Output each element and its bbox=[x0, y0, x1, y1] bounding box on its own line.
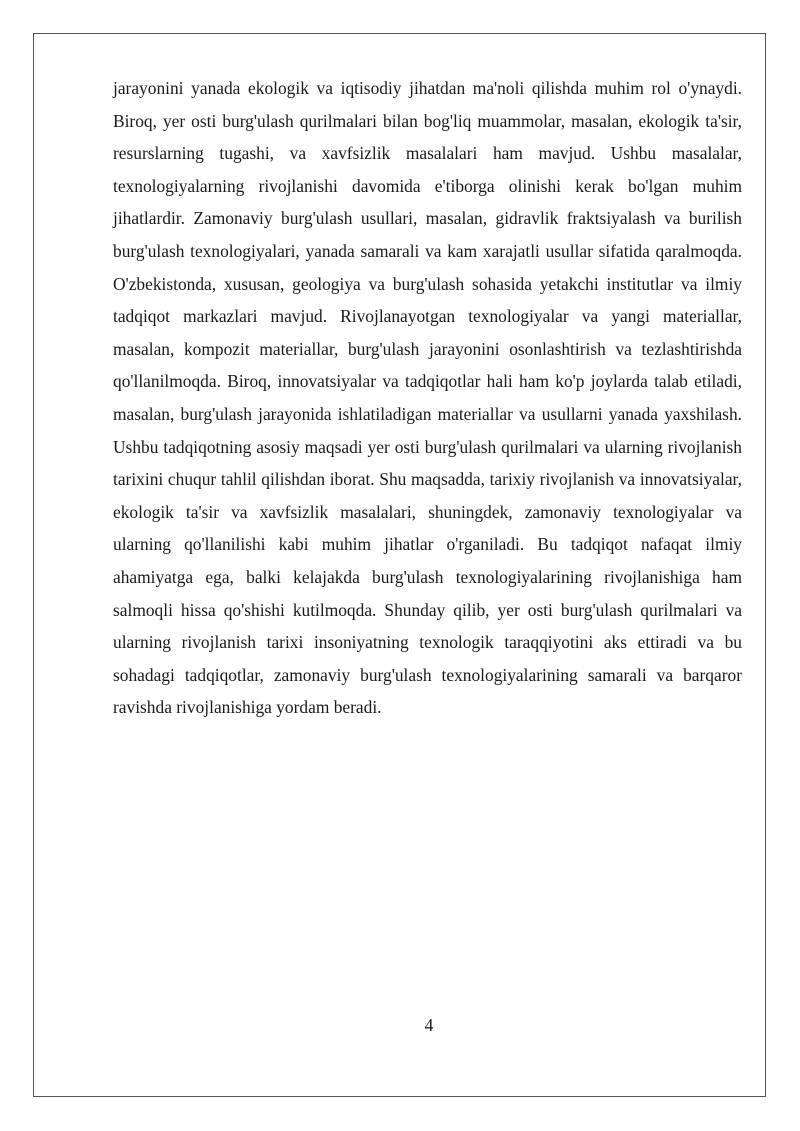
body-paragraph: jarayonini yanada ekologik va iqtisodiy jihatdan ma'noli qilishda muhim rol o'ynaydi. Biroq, yer osti burg'ulash qurilmalari bilan bog'liq muammolar, masalan, ekologik ta'sir, resurslarning tugashi, va xavfsizlik masalalari ham mavjud. Ushbu masalalar, texnologiyalarning rivojlanishi davomida e'tiborga olinishi kerak bo'lgan muhim jihatlardir. Zamonaviy burg'ulash usullari, masalan, gidravlik fraktsiyalash va burilish burg'ulash texnologiyalari, yanada samarali va kam xarajatli usullar sifatida qaralmoqda. O'zbekistonda, xususan, geologiya va burg'ulash sohasida yetakchi institutlar va ilmiy tadqiqot markazlari mavjud. Rivojlanayotgan texnologiyalar va yangi materiallar, masalan, kompozit materiallar, burg'ulash jarayonini osonlashtirish va tezlashtirishda qo'llanilmoqda. Biroq, innovatsiyalar va tadqiqotlar hali ham ko'p joylarda talab etiladi, masalan, burg'ulash jarayonida ishlatiladigan materiallar va usullarni yanada yaxshilash. Ushbu tadqiqotning asosiy maqsadi yer osti burg'ulash qurilmalari va ularning rivojlanish tarixini chuqur tahlil qilishdan iborat. Shu maqsadda, tarixiy rivojlanish va innovatsiyalar, ekologik ta'sir va xavfsizlik masalalari, shuningdek, zamonaviy texnologiyalar va ularning qo'llanilishi kabi muhim jihatlar o'rganiladi. Bu tadqiqot nafaqat ilmiy ahamiyatga ega, balki kelajakda burg'ulash texnologiyalarining rivojlanishiga ham salmoqli hissa qo'shishi kutilmoqda. Shunday qilib, yer osti burg'ulash qurilmalari va ularning rivojlanish tarixi insoniyatning texnologik taraqqiyotini aks ettiradi va bu sohadagi tadqiqotlar, zamonaviy burg'ulash texnologiyalarining samarali va barqaror ravishda rivojlanishiga yordam beradi. bbox=[113, 78, 742, 718]
page-number: 4 bbox=[424, 1015, 434, 1035]
